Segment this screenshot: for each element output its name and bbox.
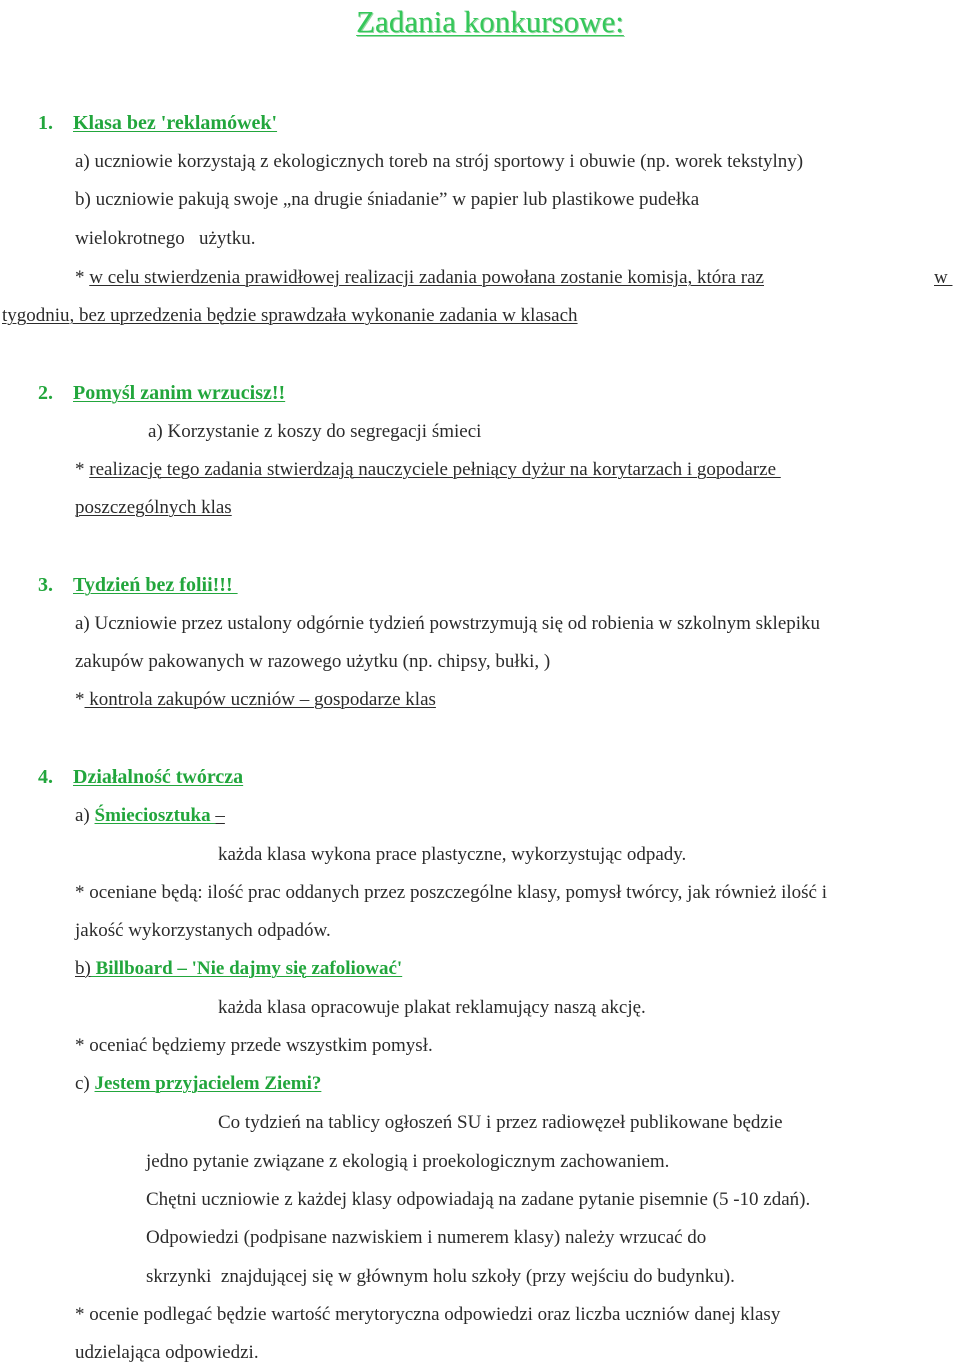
section-4-item-c [75,1072,321,1096]
section-4-heading [38,765,243,789]
item-c-prefix: c) [75,1073,95,1094]
section-2-note [75,458,781,482]
section-1-note-w: w [934,267,953,288]
note-star: * [75,459,90,480]
section-3-heading [38,573,238,597]
section-2-number: 2. [38,382,53,404]
section-4-item-a-note: * oceniane będą: ilość prac oddanych przez poszczególne klasy, pomysł twórcy, jak również ilość i [75,882,827,903]
section-4-item-c-line-4: Odpowiedzi (podpisane nazwiskiem i numerem klasy) należy wrzucać do [146,1227,707,1248]
section-3-title: Tydzień bez folii!!! [73,574,238,596]
section-1-note [75,266,764,290]
section-4-item-a [75,804,225,828]
item-c-title: Jestem przyjacielem Ziemi? [94,1073,322,1094]
section-1-note-cont: tygodniu, bez uprzedzenia będzie sprawdzała wykonanie zadania w klasach [2,305,578,326]
section-2-note-cont: poszczególnych klas [75,497,232,518]
section-3-item-a-cont: zakupów pakowanych w razowego użytku (np. chipsy, bułki, ) [75,651,551,672]
section-1-item-b: b) uczniowie pakują swoje „na drugie śniadanie” w papier lub plastikowe pudełka [75,189,700,210]
section-1-item-b-cont: wielokrotnego użytku. [75,228,256,249]
section-1-heading [38,111,277,135]
section-2-note-text: realizację tego zadania stwierdzają nauczyciele pełniący dyżur na korytarzach i gopodarze [89,459,781,480]
section-4-item-b-desc: każda klasa opracowuje plakat reklamujący naszą akcję. [218,997,646,1018]
item-a-prefix: a) [75,805,95,826]
section-3-note-text: kontrola zakupów uczniów – gospodarze klas [84,689,436,710]
section-1-title: Klasa bez 'reklamówek' [73,112,278,134]
section-1-number: 1. [38,112,53,134]
section-4-item-c-note-cont: udzielająca odpowiedzi. [75,1342,259,1363]
section-4-item-c-line-5: skrzynki znajdującej się w głównym holu szkoły (przy wejściu do budynku). [146,1266,735,1287]
note-star: * [75,267,90,288]
section-4-item-c-note: * ocenie podlegać będzie wartość merytoryczna odpowiedzi oraz liczba uczniów danej klasy [75,1304,781,1325]
section-2-item-a: a) Korzystanie z koszy do segregacji śmieci [148,421,482,442]
section-3-note [75,688,436,712]
section-4-item-a-note-cont: jakość wykorzystanych odpadów. [75,920,331,941]
section-4-title: Działalność twórcza [73,766,244,788]
page-title: Zadania konkursowe: [356,4,624,39]
section-2-heading [38,381,285,405]
section-2-title: Pomyśl zanim wrzucisz!! [73,382,286,404]
item-b-title: Billboard – 'Nie dajmy się zafoliować' [90,958,403,979]
section-4-item-c-line-2: jedno pytanie związane z ekologią i proekologicznym zachowaniem. [146,1151,670,1172]
item-a-dash: – [215,805,225,826]
item-a-title: Śmieciosztuka [94,805,216,826]
section-1-note-text: w celu stwierdzenia prawidłowej realizacji zadania powołana zostanie komisja, która raz [89,267,764,288]
section-4-item-b-note: * oceniać będziemy przede wszystkim pomysł. [75,1035,433,1056]
section-1-item-a: a) uczniowie korzystają z ekologicznych toreb na strój sportowy i obuwie (np. worek tekstylny) [75,151,804,172]
section-4-number: 4. [38,766,53,788]
section-4-item-c-line-1: Co tydzień na tablicy ogłoszeń SU i przez radiowęzeł publikowane będzie [218,1112,783,1133]
item-b-prefix: b) [75,958,91,979]
section-4-item-c-line-3: Chętni uczniowie z każdej klasy odpowiadają na zadane pytanie pisemnie (5 -10 zdań). [146,1189,811,1210]
section-3-number: 3. [38,574,53,596]
section-3-item-a: a) Uczniowie przez ustalony odgórnie tydzień powstrzymują się od robienia w szkolnym sklepiku [75,613,821,634]
section-4-item-a-desc: każda klasa wykona prace plastyczne, wykorzystując odpady. [218,844,687,865]
section-4-item-b [75,957,402,981]
note-star: * [75,689,85,710]
